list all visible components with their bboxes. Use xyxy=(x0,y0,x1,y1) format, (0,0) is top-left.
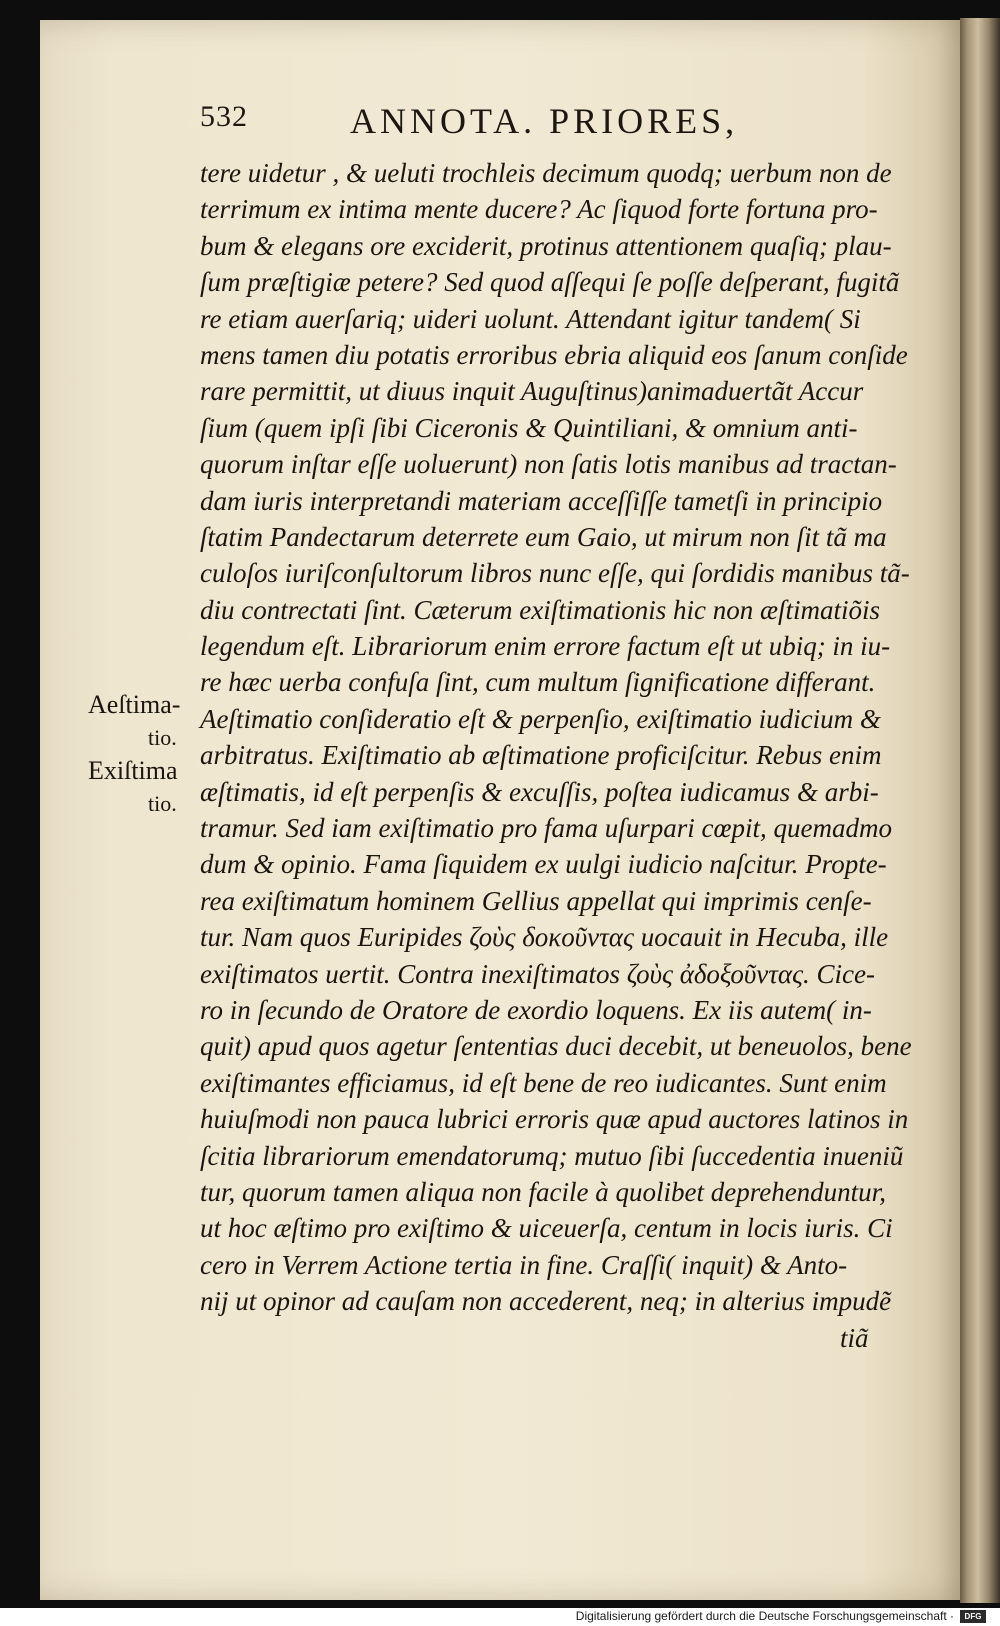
text-line: nij ut opinor ad cauſam non accederent, neq; in alterius impudẽ xyxy=(200,1286,892,1317)
margin-notes xyxy=(88,688,208,820)
text-line: terrimum ex intima mente ducere? Ac ſiquod forte fortuna pro- xyxy=(200,194,878,225)
text-line: ſtatim Pandectarum deterrete eum Gaio, ut mirum non ſit tã ma xyxy=(200,521,887,552)
text-line: tramur. Sed iam exiſtimatio pro fama uſurpari cœpit, quemadmo xyxy=(200,813,892,844)
text-line: bum & elegans ore exciderit, protinus attentionem quaſiq; plau- xyxy=(200,230,892,261)
text-line: re etiam auerſariq; uideri uolunt. Attendant igitur tandem( Si xyxy=(200,303,861,334)
text-line: exiſtimatos uertit. Contra inexiſtimatos ζοὺς ἀδοξοῦντας. Cice- xyxy=(200,958,875,989)
text-line: quit) apud quos agetur ſententias duci decebit, ut beneuolos, bene xyxy=(200,1031,912,1062)
margin-note: Aeſtima- xyxy=(88,690,181,719)
text-line: arbitratus. Exiſtimatio ab æſtimatione proficiſcitur. Rebus enim xyxy=(200,740,882,771)
text-line: ut hoc æſtimo pro exiſtimo & uiceuerſa, centum in locis iuris. Ci xyxy=(200,1213,893,1244)
text-line: exiſtimantes efficiamus, id eſt bene de reo iudicantes. Sunt enim xyxy=(200,1067,887,1098)
text-line: culoſos iuriſconſultorum libros nunc eſſe, qui ſordidis manibus tã- xyxy=(200,558,910,589)
text-line: ro in ſecundo de Oratore de exordio loquens. Ex iis autem( in- xyxy=(200,994,872,1025)
text-line: diu contrectati ſint. Cæterum exiſtimationis hic non æſtimatiõis xyxy=(200,594,880,625)
text-line: æſtimatis, id eſt perpenſis & excuſſis, poſtea iudicamus & arbi- xyxy=(200,776,879,807)
text-line: ſum præſtigiæ petere? Sed quod aſſequi ſe poſſe deſperant, fugitã xyxy=(200,267,900,298)
text-line: ſcitia librariorum emendatorumq; mutuo ſibi ſuccedentia inueniũ xyxy=(200,1140,904,1171)
text-line: rare permittit, ut diuus inquit Auguſtinus)animaduertãt Accur xyxy=(200,376,864,407)
dfg-logo-icon: DFG xyxy=(960,1610,986,1623)
footer-credit: Digitalisierung gefördert durch die Deutsche Forschungsgemeinschaft · xyxy=(575,1609,954,1623)
page-number: 532 xyxy=(200,100,248,133)
margin-note: tio. xyxy=(148,791,177,816)
text-line: dum & opinio. Fama ſiquidem ex uulgi iudicio naſcitur. Propte- xyxy=(200,849,887,880)
text-line: rea exiſtimatum hominem Gellius appellat qui imprimis cenſe- xyxy=(200,885,872,916)
text-line: huiuſmodi non pauca lubrici erroris quæ apud auctores latinos in xyxy=(200,1104,909,1135)
text-line: tere uidetur , & ueluti trochleis decimum quodq; uerbum non de xyxy=(200,158,892,188)
text-line: re hæc uerba confuſa ſint, cum multum ſignificatione differant. xyxy=(200,667,876,698)
body-text xyxy=(200,155,920,1356)
text-line: dam iuris interpretandi materiam acceſſiſſe tametſi in principio xyxy=(200,485,883,516)
text-line: cero in Verrem Actione tertia in fine. Craſſi( inquit) & Anto- xyxy=(200,1249,848,1280)
text-line: tiã xyxy=(840,1322,869,1353)
text-line: legendum eſt. Librariorum enim errore factum eſt ut ubiq; in iu- xyxy=(200,631,891,662)
text-line: quorum inſtar eſſe uoluerunt) non ſatis lotis manibus ad tractan- xyxy=(200,449,897,480)
footer-bar xyxy=(0,1608,1000,1626)
text-line: tur. Nam quos Euripides ζοὺς δοκοῦντας uocauit in Hecuba, ille xyxy=(200,922,889,953)
text-line: ſium (quem ipſi ſibi Ciceronis & Quintiliani, & omnium anti- xyxy=(200,412,858,443)
text-line: tur, quorum tamen aliqua non facile à quolibet deprehenduntur, xyxy=(200,1176,886,1207)
margin-note: tio. xyxy=(148,725,177,750)
running-head: ANNOTA. PRIORES, xyxy=(350,101,739,141)
text-line: Aeſtimatio conſideratio eſt & perpenſio, exiſtimatio iudicium & xyxy=(200,703,881,734)
page-edge xyxy=(960,18,1000,1603)
margin-note: Exiſtima xyxy=(88,756,178,785)
text-line: mens tamen diu potatis erroribus ebria aliquid eos ſanum conſide xyxy=(200,339,908,370)
